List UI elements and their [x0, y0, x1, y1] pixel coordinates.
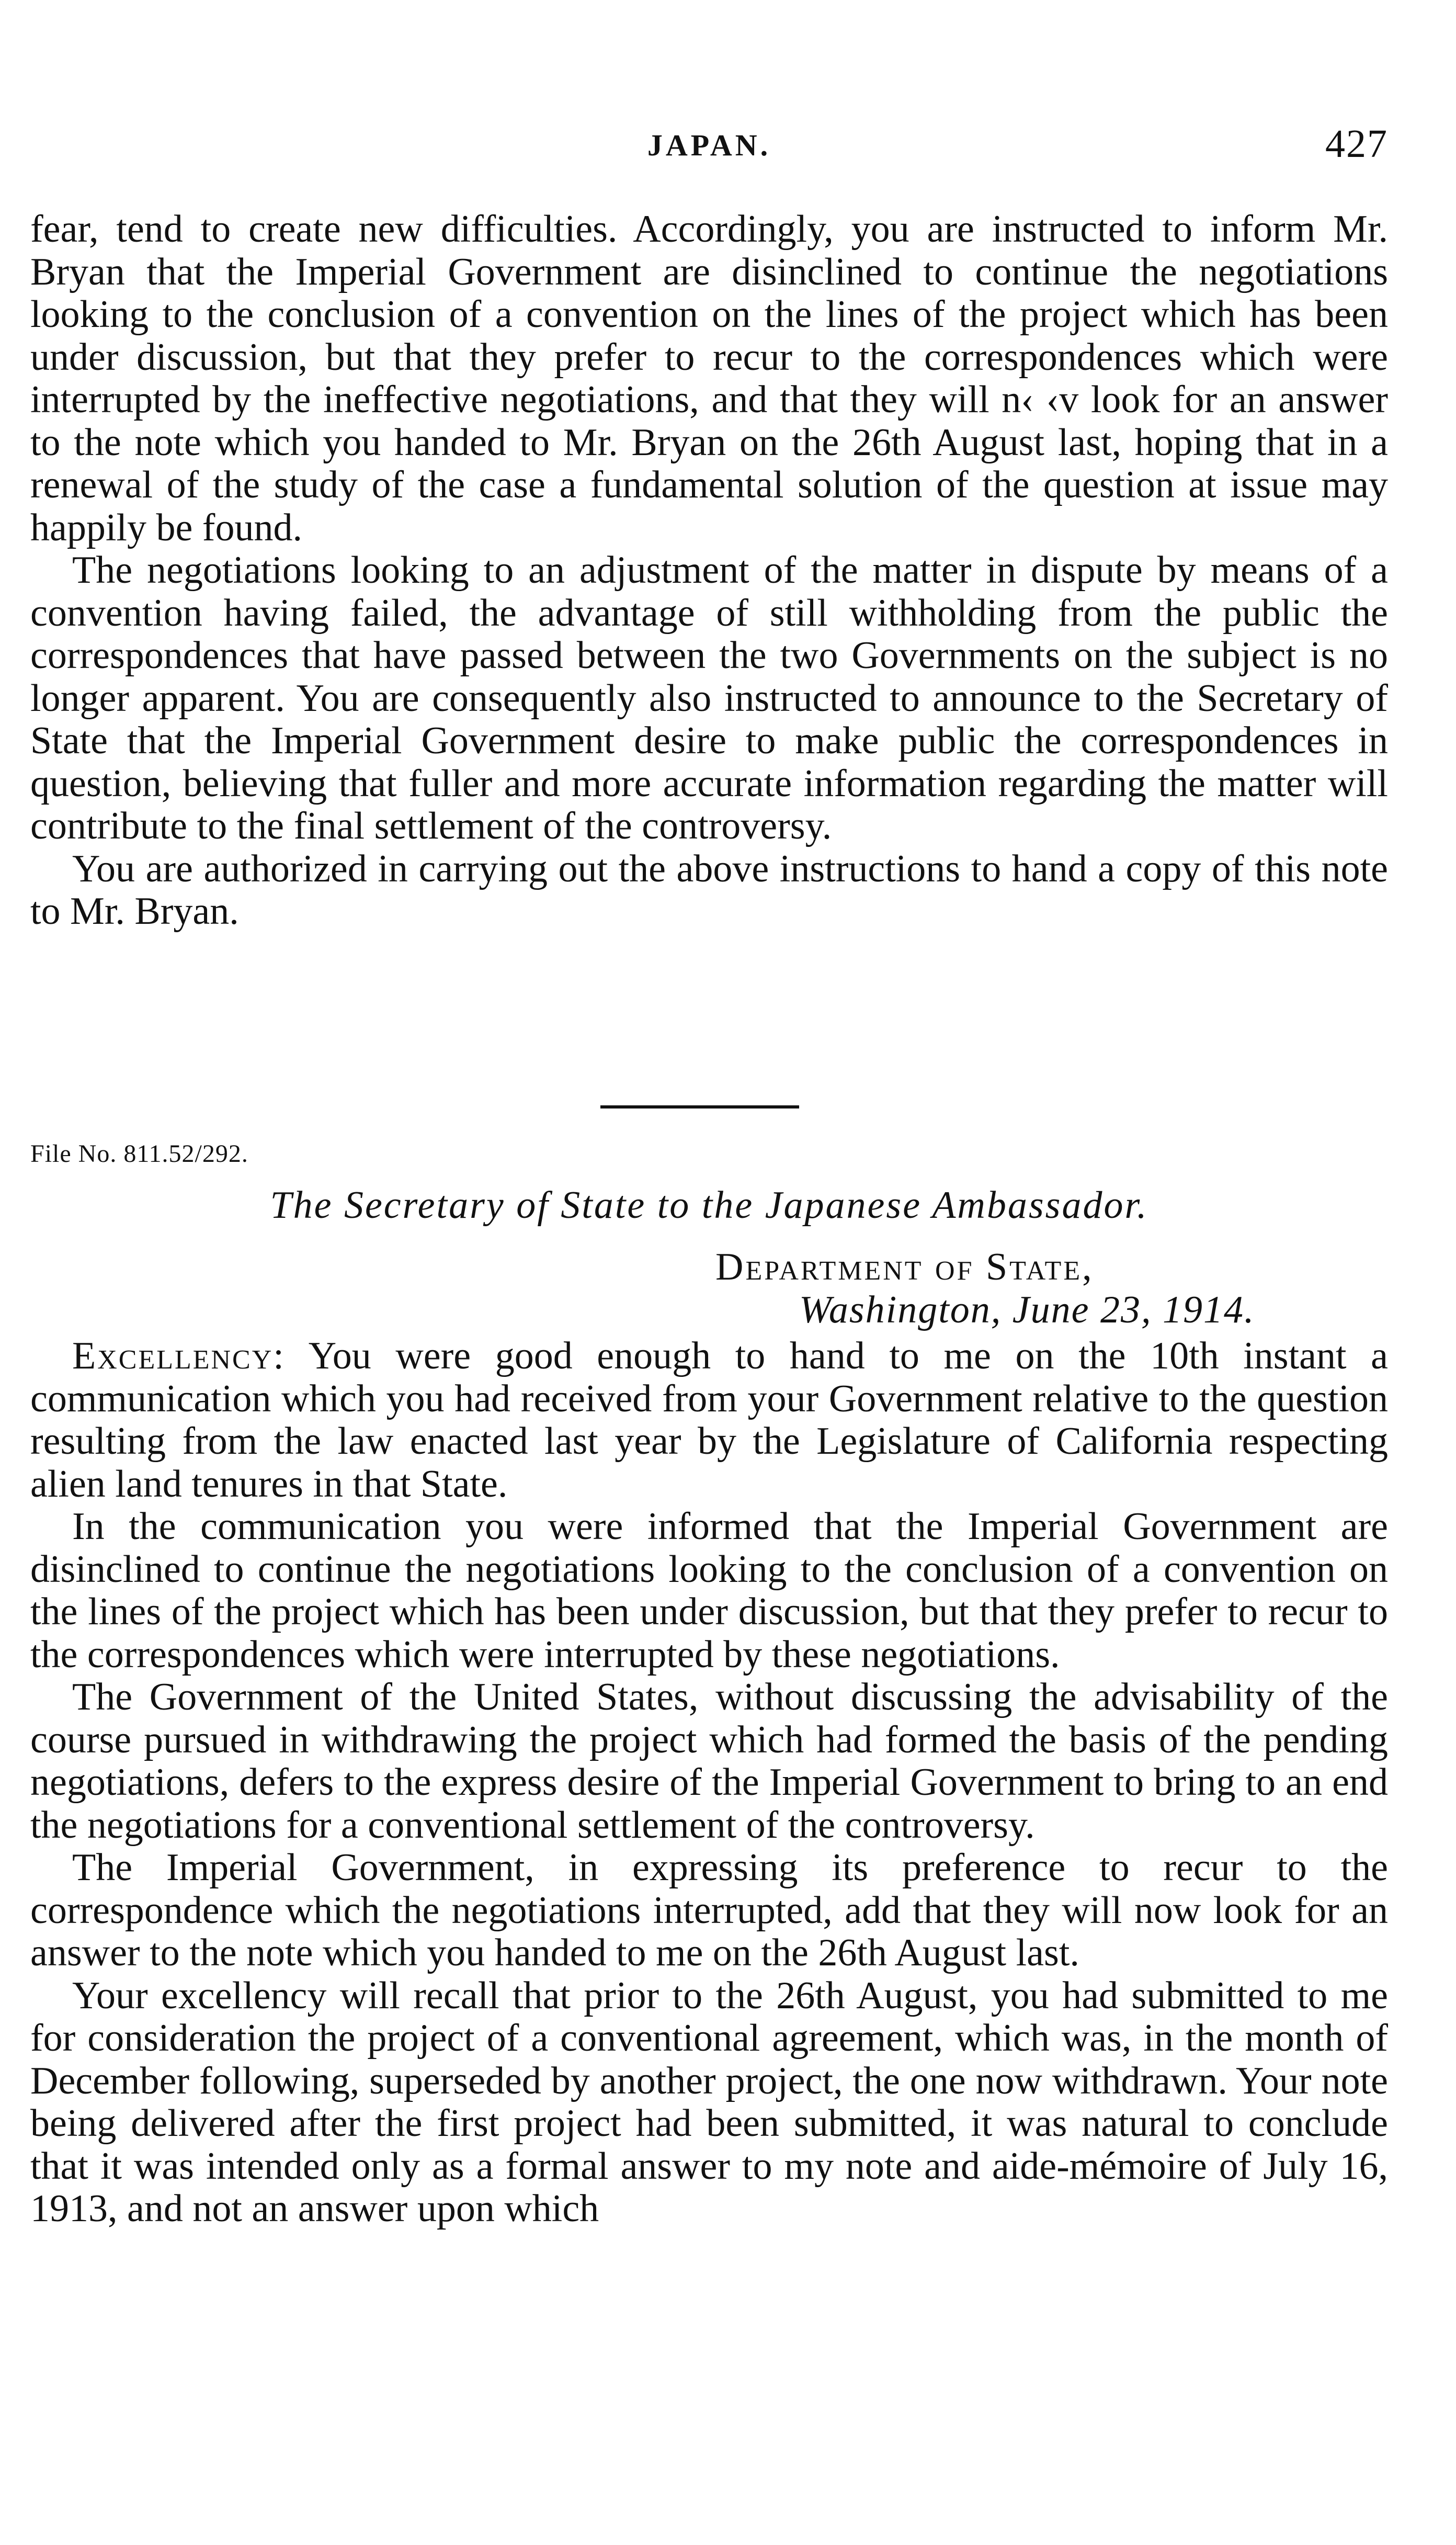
section-divider [600, 1105, 799, 1109]
opening-paragraph-text: You were good enough to hand to me on the 10th instant a communication which you had received from your Government relative to the question resulting from the law enacted last year by the Legislature of California respecting alien land tenures in that State. [30, 1334, 1388, 1506]
paragraph: The Imperial Government, in expressing its preference to recur to the correspondence which the negotiations interrupted, add that they will now look for an answer to the note which you handed to me on the 26th August last. [30, 1846, 1388, 1974]
paragraph: In the communication you were informed that the Imperial Government are disinclined to continue the negotiations looking to the conclusion of a convention on the lines of the project which has been under discussion, but that they prefer to recur to the correspondences which were interrupted by these negotiations. [30, 1505, 1388, 1676]
opening-paragraph [30, 1335, 1388, 1506]
paragraph: The negotiations looking to an adjustment of the matter in dispute by means of a convention having failed, the advantage of still withholding from the public the correspondences that have passed between the two Governments on the subject is no longer apparent. You are consequently also instructed to announce to the Secretary of State that the Imperial Government desire to make public the correspondences in question, believing that fuller and more accurate information regarding the matter will contribute to the final settlement of the controversy. [30, 549, 1388, 847]
instruction-text-section [30, 208, 1388, 933]
running-header [30, 121, 1388, 168]
salutation: Excellency: [72, 1334, 286, 1377]
letter-body [30, 1335, 1388, 2231]
dateline-department: Department of State, [715, 1246, 1094, 1288]
paragraph: The Government of the United States, without discussing the advisability of the course pursued in withdrawing the project which had formed the basis of the pending negotiations, defers to the express desire of the Imperial Government to bring to an end the negotiations for a conventional settlement of the controversy. [30, 1676, 1388, 1847]
document-title: The Secretary of State to the Japanese Ambassador. [270, 1184, 1148, 1227]
paragraph: fear, tend to create new difficulties. Accordingly, you are instructed to inform Mr. Bryan that the Imperial Government are disinclined to continue the negotiations looking to the conclusion of a convention on the lines of the project which has been under discussion, but that they prefer to recur to the correspondences which were interrupted by the ineffective negotiations, and that they will n‹ ‹v look for an answer to the note which you handed to Mr. Bryan on the 26th August last, hoping that in a renewal of the study of the case a fundamental solution of the question at issue may happily be found. [30, 208, 1388, 549]
page-number: 427 [1325, 122, 1388, 166]
file-number: File No. 811.52/292. [30, 1140, 248, 1168]
running-title: JAPAN. [647, 128, 771, 162]
paragraph: Your excellency will recall that prior to the 26th August, you had submitted to me for consideration the project of a conventional agreement, which was, in the month of December following, superseded by another project, the one now withdrawn. Your note being delivered after the first project had been submitted, it was natural to conclude that it was intended only as a formal answer to my note and aide-mémoire of July 16, 1913, and not an answer upon which [30, 1974, 1388, 2230]
dateline-place-date: Washington, June 23, 1914. [799, 1288, 1255, 1331]
paragraph: You are authorized in carrying out the above instructions to hand a copy of this note to Mr. Bryan. [30, 847, 1388, 933]
document-page [30, 0, 1388, 2545]
